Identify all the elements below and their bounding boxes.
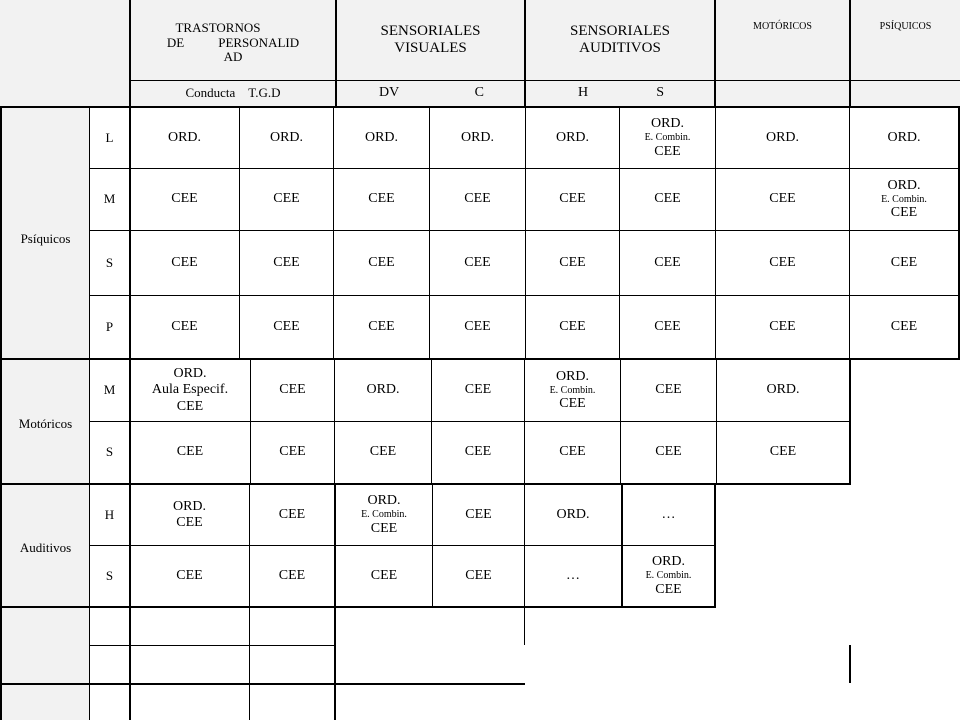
cell-text: ORD. xyxy=(556,506,590,522)
cell-text: E. Combin. xyxy=(549,384,596,396)
cell-text: ORD. xyxy=(269,129,304,145)
cell-mot-s-3 xyxy=(335,422,431,483)
cell-psi-m-3 xyxy=(334,169,429,230)
cell-psi-p-8 xyxy=(850,296,958,358)
cell-psi-s-1 xyxy=(130,231,239,295)
cell-text: CEE xyxy=(370,520,398,536)
cell-psi-m-8 xyxy=(850,169,958,230)
cell-text: CEE xyxy=(176,567,203,583)
cell-psi-l-6 xyxy=(620,108,715,168)
cell-mot-m-2 xyxy=(251,360,334,421)
cell-psi-m-4 xyxy=(430,169,525,230)
row-code-psi-s: S xyxy=(105,254,114,270)
cell-text: E. Combin. xyxy=(645,570,692,582)
row-code-psi-m: M xyxy=(103,191,116,207)
cell-text: CEE xyxy=(769,444,797,460)
row-code-aud-h: H xyxy=(104,506,115,522)
cell-text: CEE xyxy=(559,396,586,412)
group-label-motoricos: Motóricos xyxy=(18,416,73,432)
cell-psi-p-4 xyxy=(430,296,525,358)
cell-text: CEE xyxy=(278,506,306,522)
cell-text: CEE xyxy=(176,398,204,414)
cell-text: CEE xyxy=(176,515,203,530)
cell-psi-m-1 xyxy=(130,169,239,230)
cell-text: ORD. xyxy=(766,382,800,398)
cell-psi-m-2 xyxy=(240,169,333,230)
cell-text: CEE xyxy=(559,318,586,334)
cell-aud-h-5 xyxy=(525,485,621,545)
cell-text: CEE xyxy=(654,143,681,159)
cell-mot-s-6 xyxy=(621,422,716,483)
cell-mot-m-7 xyxy=(717,360,849,421)
cell-text: CEE xyxy=(368,191,395,207)
cell-psi-s-8 xyxy=(850,231,958,295)
cell-aud-h-3 xyxy=(336,485,432,545)
cell-aud-s-3 xyxy=(336,546,432,606)
row-code-psi-l: L xyxy=(105,129,114,145)
group-bg-empty xyxy=(0,608,90,720)
cell-text: CEE xyxy=(655,581,682,597)
cell-psi-l-2 xyxy=(240,108,333,168)
cell-psi-s-5 xyxy=(526,231,619,295)
cell-text: ORD. xyxy=(650,116,685,132)
cell-text: ORD. xyxy=(366,382,400,398)
header-sensoriales-visuales: SENSORIALES VISUALES xyxy=(380,22,481,56)
cell-text: CEE xyxy=(890,205,918,221)
cell-text: CEE xyxy=(559,444,586,460)
header-sensoriales-auditivos: SENSORIALES AUDITIVOS xyxy=(569,22,670,56)
row-code-psi-p: P xyxy=(105,318,114,334)
cell-psi-s-7 xyxy=(716,231,849,295)
cell-text: CEE xyxy=(465,567,492,583)
cell-text: CEE xyxy=(464,382,492,398)
cell-aud-h-6 xyxy=(623,485,714,545)
cell-psi-s-2 xyxy=(240,231,333,295)
cell-text: CEE xyxy=(465,506,492,522)
cell-text: CEE xyxy=(654,318,681,334)
header-motoricos: MOTÓRICOS xyxy=(753,21,812,33)
subheader-h-s: H S xyxy=(578,85,664,101)
cell-text: CEE xyxy=(279,382,306,398)
cell-aud-s-2 xyxy=(250,546,334,606)
cell-text: CEE xyxy=(279,444,306,460)
cell-psi-l-7 xyxy=(716,108,849,168)
cell-psi-p-2 xyxy=(240,296,333,358)
cell-psi-l-3 xyxy=(334,108,429,168)
cell-mot-m-1 xyxy=(130,360,250,421)
cell-text: CEE xyxy=(368,254,395,270)
cell-text: CEE xyxy=(769,254,796,270)
cell-aud-h-1 xyxy=(130,485,249,545)
cell-psi-l-8 xyxy=(850,108,958,168)
cell-psi-m-5 xyxy=(526,169,619,230)
cell-psi-m-6 xyxy=(620,169,715,230)
cell-text: CEE xyxy=(655,444,682,460)
header-psiquicos: PSÍQUICOS xyxy=(879,21,932,33)
cell-text: ORD. xyxy=(555,368,590,384)
cell-aud-s-4 xyxy=(433,546,524,606)
cell-text: ORD. xyxy=(367,493,401,509)
row-code-aud-s: S xyxy=(105,567,114,583)
cell-aud-s-5 xyxy=(525,546,621,606)
cell-aud-h-2 xyxy=(250,485,334,545)
cell-text: … xyxy=(566,567,580,583)
subheader-conducta-tgd: Conducta T.G.D xyxy=(185,85,281,101)
corner-cell xyxy=(0,0,130,108)
cell-text: CEE xyxy=(278,567,306,583)
cell-text: CEE xyxy=(769,318,796,334)
cell-text: CEE xyxy=(176,444,204,460)
cell-text: CEE xyxy=(273,318,300,334)
cell-psi-p-7 xyxy=(716,296,849,358)
cell-psi-l-5 xyxy=(526,108,619,168)
cell-text: CEE xyxy=(559,254,586,270)
cell-psi-s-4 xyxy=(430,231,525,295)
cell-aud-s-6 xyxy=(623,546,714,606)
cell-mot-m-3 xyxy=(335,360,431,421)
cell-text: ORD. xyxy=(887,177,921,193)
cell-text: CEE xyxy=(464,444,492,460)
cell-text: … xyxy=(661,506,676,522)
cell-text: CEE xyxy=(171,254,198,270)
cell-text: CEE xyxy=(273,254,300,270)
cell-text: ORD. xyxy=(172,498,207,514)
cell-mot-m-6 xyxy=(621,360,716,421)
cell-text: CEE xyxy=(464,318,491,334)
cell-psi-p-6 xyxy=(620,296,715,358)
cell-text: CEE xyxy=(654,191,681,207)
cell-text: ORD. xyxy=(887,129,921,145)
cell-text: CEE xyxy=(464,191,491,207)
cell-psi-l-4 xyxy=(430,108,525,168)
cell-text: ORD. xyxy=(765,129,800,145)
cell-psi-s-6 xyxy=(620,231,715,295)
cell-aud-h-4 xyxy=(433,485,524,545)
cell-text: CEE xyxy=(890,318,918,334)
cell-text: E. Combin. xyxy=(644,132,691,144)
cell-text: CEE xyxy=(171,191,198,207)
cell-psi-p-5 xyxy=(526,296,619,358)
cell-text: CEE xyxy=(368,318,395,334)
cell-mot-m-4 xyxy=(432,360,524,421)
cell-text: ORD. xyxy=(173,366,207,382)
cell-text: ORD. xyxy=(555,129,590,145)
cell-text: CEE xyxy=(655,382,682,398)
cell-text: CEE xyxy=(273,191,300,207)
cell-aud-s-1 xyxy=(130,546,249,606)
group-label-auditivos: Auditivos xyxy=(19,540,72,556)
cell-text: CEE xyxy=(769,191,796,207)
cell-text: ORD. xyxy=(651,554,686,570)
cell-text: CEE xyxy=(370,567,398,583)
cell-text: E. Combin. xyxy=(361,509,407,521)
cell-mot-s-4 xyxy=(432,422,524,483)
cell-text: CEE xyxy=(369,444,397,460)
cell-mot-s-7 xyxy=(717,422,849,483)
row-code-mot-m: M xyxy=(103,382,116,398)
header-trastornos: TRASTORNOS DE PERSONALID AD xyxy=(166,19,300,65)
cell-text: CEE xyxy=(464,254,491,270)
cell-text: CEE xyxy=(559,191,586,207)
cell-text: E. Combin. xyxy=(881,193,927,205)
cell-mot-m-5 xyxy=(525,360,620,421)
cell-text: CEE xyxy=(654,254,681,270)
cell-text: CEE xyxy=(171,318,198,334)
cell-psi-s-3 xyxy=(334,231,429,295)
cell-text: ORD. xyxy=(167,129,202,145)
cell-text: ORD. xyxy=(364,129,399,145)
cell-text: Aula Especif. xyxy=(151,382,229,398)
cell-psi-l-1 xyxy=(130,108,239,168)
group-label-psiquicos: Psíquicos xyxy=(20,231,71,246)
cell-psi-m-7 xyxy=(716,169,849,230)
cell-text: ORD. xyxy=(460,129,495,145)
row-code-mot-s: S xyxy=(105,444,114,460)
cell-psi-p-3 xyxy=(334,296,429,358)
cell-mot-s-1 xyxy=(130,422,250,483)
cell-text: CEE xyxy=(890,254,918,270)
cell-mot-s-5 xyxy=(525,422,620,483)
cell-mot-s-2 xyxy=(251,422,334,483)
cell-psi-p-1 xyxy=(130,296,239,358)
subheader-dv-c: DV C xyxy=(379,85,484,101)
